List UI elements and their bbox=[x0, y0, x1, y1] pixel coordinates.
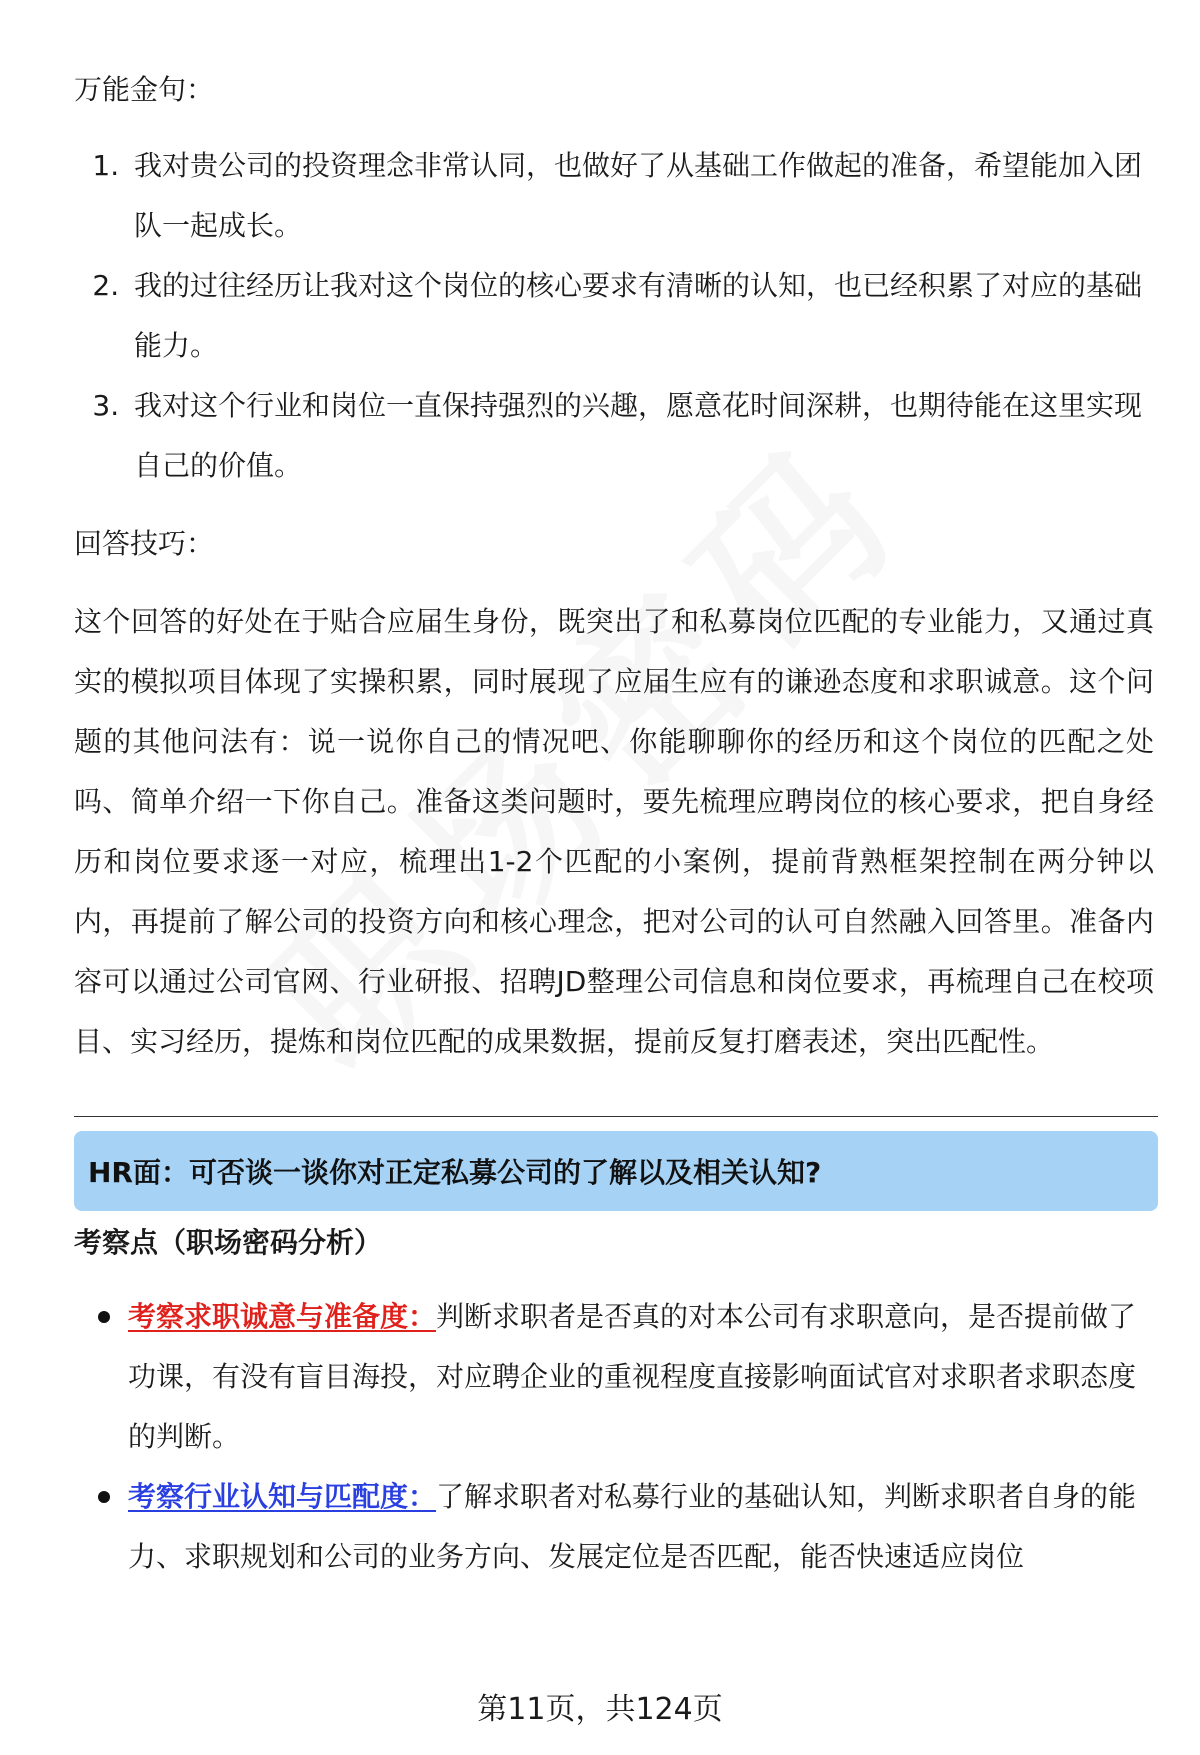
point-text: 了解求职者对私募行业的基础认知，判断求职者自身的能力、求职规划和公司的业务方向、发展定位是否匹配，能否快速适应岗位 bbox=[128, 1480, 1137, 1573]
answer-tips-paragraph: 这个回答的好处在于贴合应届生身份，既突出了和私募岗位匹配的专业能力，又通过真实的模拟项目体现了实操积累，同时展现了应届生应有的谦逊态度和求职诚意。这个问题的其他问法有：说一说你自己的情况吧、你能聊聊你的经历和这个岗位的匹配之处吗、简单介绍一下你自己。准备这类问题时，要先梳理应聘岗位的核心要求，把自身经历和岗位要求逐一对应，梳理出1-2个匹配的小案例，提前背熟框架控制在两分钟以内，再提前了解公司的投资方向和核心理念，把对公司的认可自然融入回答里。准备内容可以通过公司官网、行业研报、招聘JD整理公司信息和岗位要求，再梳理自己在校项目、实习经历，提炼和岗位匹配的成果数据，提前反复打磨表述，突出匹配性。 bbox=[74, 605, 1154, 1058]
list-item: 3. 我对这个行业和岗位一直保持强烈的兴趣，愿意花时间深耕，也期待能在这里实现自己的价值。 bbox=[128, 376, 1154, 496]
list-item: 1. 我对贵公司的投资理念非常认同，也做好了从基础工作做起的准备，希望能加入团队一起成长。 bbox=[128, 136, 1154, 256]
page-number: 第11页，共124页 bbox=[477, 1692, 723, 1727]
list-item: 2. 我的过往经历让我对这个岗位的核心要求有清晰的认知，也已经积累了对应的基础能力。 bbox=[128, 256, 1154, 376]
point-text: 判断求职者是否真的对本公司有求职意向，是否提前做了功课，有没有盲目海投，对应聘企业的重视程度直接影响面试官对求职者求职态度的判断。 bbox=[128, 1300, 1137, 1453]
section-divider bbox=[74, 1116, 1158, 1117]
question-text: HR面：可否谈一谈你对正定私募公司的了解以及相关认知? bbox=[88, 1156, 822, 1189]
point-keyword: 考察行业认知与匹配度： bbox=[128, 1480, 437, 1513]
list-item bbox=[128, 1287, 1154, 1467]
list-item bbox=[128, 1467, 1154, 1587]
analysis-title: 考察点（职场密码分析） bbox=[74, 1226, 383, 1259]
point-keyword: 考察求职诚意与准备度： bbox=[128, 1300, 437, 1333]
answer-tips-label: 回答技巧： bbox=[74, 527, 215, 560]
analysis-points bbox=[74, 1287, 1154, 1587]
page-content bbox=[74, 60, 1154, 1587]
golden-sentences-label: 万能金句： bbox=[74, 73, 215, 106]
golden-sentences-list bbox=[74, 136, 1154, 496]
question-banner bbox=[74, 1131, 1158, 1211]
